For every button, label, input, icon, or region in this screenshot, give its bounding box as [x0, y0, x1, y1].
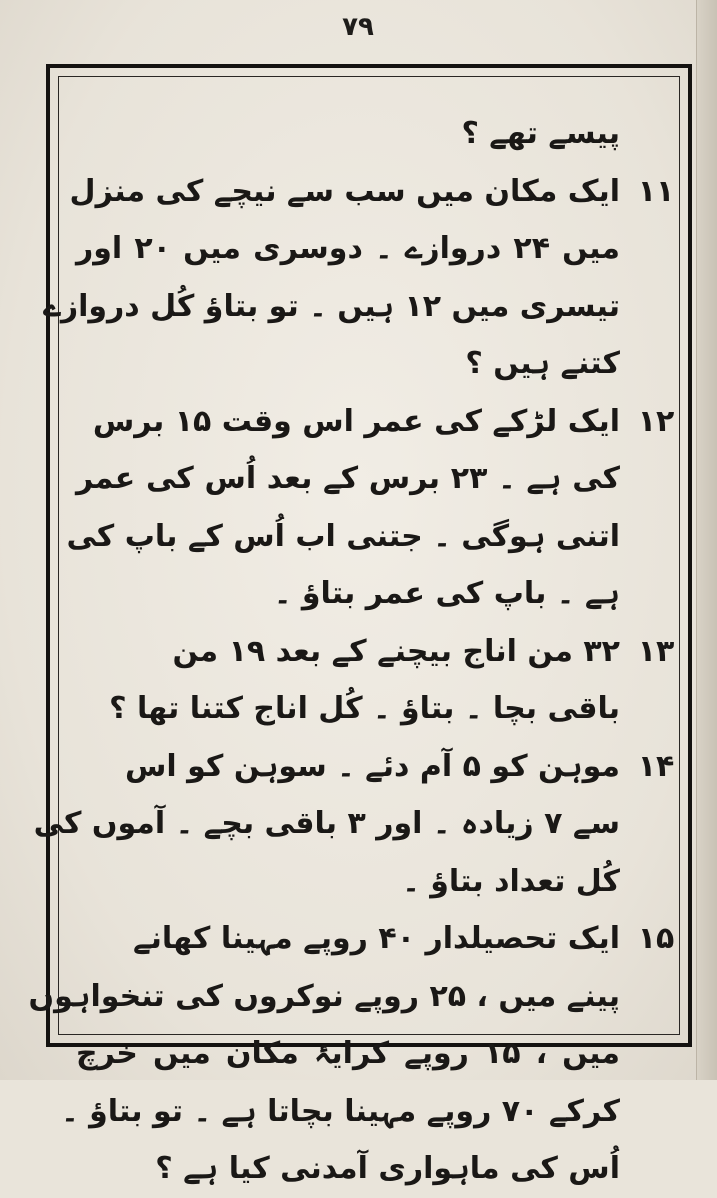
question-11-line-4	[76, 335, 680, 393]
question-15-line-1	[76, 910, 680, 968]
question-13-line-1	[76, 623, 680, 681]
continuation-text: پیسے تھے ؟	[461, 116, 620, 151]
question-14-line-3	[76, 853, 680, 911]
question-14-line-1	[76, 738, 680, 796]
question-15-line-2	[28, 968, 680, 1026]
page-number: ۷۹	[342, 12, 374, 42]
question-text: اتنی ہوگی ۔ جتنی اب اُس کے باپ کی	[66, 518, 620, 554]
question-text: باقی بچا ۔ بتاؤ ۔ کُل اناج کتنا تھا ؟	[109, 691, 620, 726]
question-text: ایک لڑکے کی عمر اس وقت ۱۵ برس	[92, 403, 620, 439]
question-number: ۱۱	[637, 173, 675, 209]
question-text: ایک مکان میں سب سے نیچے کی منزل	[69, 173, 620, 209]
question-number: ۱۲	[637, 403, 675, 439]
question-12-line-3	[66, 508, 680, 566]
question-13-line-2	[76, 680, 680, 738]
question-text: ایک تحصیلدار ۴۰ روپے مہینا کھانے	[133, 921, 620, 956]
question-text: ہے ۔ باپ کی عمر بتاؤ ۔	[273, 576, 620, 611]
question-text: کرکے ۷۰ روپے مہینا بچاتا ہے ۔ تو بتاؤ ۔	[61, 1093, 620, 1129]
question-12-line-2	[76, 450, 680, 508]
question-text: تیسری میں ۱۲ ہیں ۔ تو بتاؤ کُل دروازے	[43, 288, 620, 324]
question-text: موہن کو ۵ آم دئے ۔ سوہن کو اس	[125, 748, 620, 784]
question-text: سے ۷ زیادہ ۔ اور ۳ باقی بچے ۔ آموں کی	[33, 806, 620, 841]
question-number: ۱۵	[637, 921, 675, 956]
question-text: اُس کی ماہواری آمدنی کیا ہے ؟	[155, 1151, 620, 1186]
question-12-line-1	[76, 393, 680, 451]
question-11-line-2	[76, 220, 680, 278]
continuation-line	[76, 105, 680, 163]
question-text: کُل تعداد بتاؤ ۔	[402, 863, 620, 899]
page-binding-edge	[696, 0, 717, 1080]
question-number: ۱۴	[637, 748, 675, 784]
question-12-line-4	[76, 565, 680, 623]
question-11-line-3	[43, 278, 680, 336]
question-11-line-1	[69, 163, 680, 221]
question-text: پینے میں ، ۲۵ روپے نوکروں کی تنخواہوں	[28, 978, 620, 1014]
question-15-line-4	[61, 1083, 680, 1141]
question-text: میں ۲۴ دروازے ۔ دوسری میں ۲۰ اور	[76, 231, 621, 266]
question-15-line-5	[76, 1140, 680, 1198]
question-15-line-3	[76, 1025, 680, 1083]
question-text: میں ، ۱۵ روپے کرایۂ مکان میں خرچ	[76, 1036, 620, 1071]
question-14-line-2	[33, 795, 680, 853]
question-number: ۱۳	[637, 633, 675, 669]
text-block	[28, 105, 680, 1186]
question-text: کتنے ہیں ؟	[465, 346, 620, 381]
question-text: ۳۲ من اناج بیچنے کے بعد ۱۹ من	[172, 633, 620, 669]
question-text: کی ہے ۔ ۲۳ برس کے بعد اُس کی عمر	[76, 461, 620, 496]
